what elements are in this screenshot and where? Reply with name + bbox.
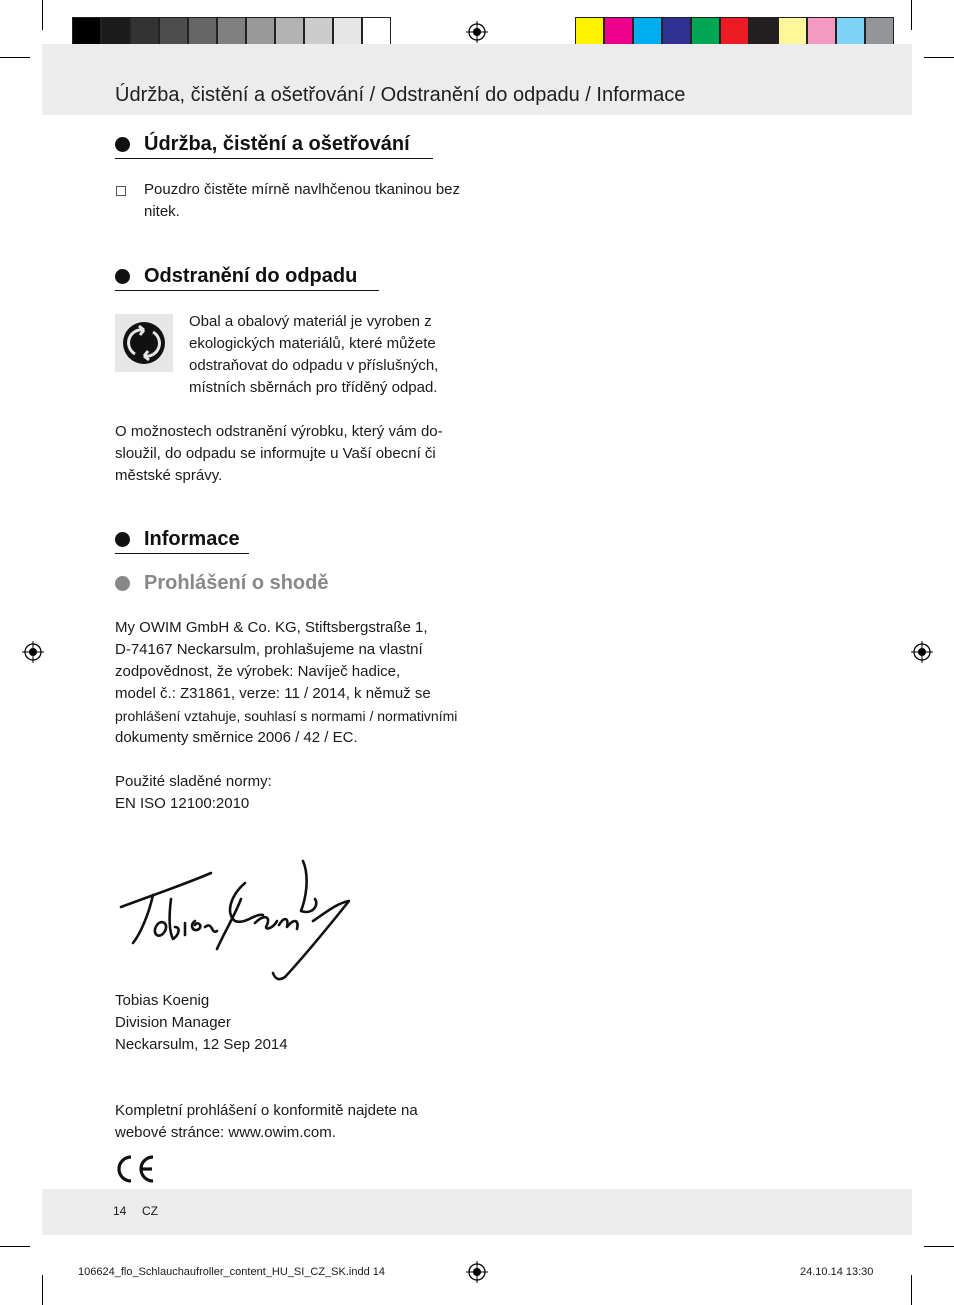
- color-swatch: [691, 17, 720, 46]
- full-declaration-text: [115, 1100, 418, 1144]
- text-line: Kompletní prohlášení o konformitě najdete na: [115, 1102, 418, 1119]
- checkbox-bullet-icon: [116, 186, 126, 196]
- signature: [113, 855, 363, 985]
- heading-text: Informace: [144, 528, 240, 550]
- text-line: dokumenty směrnice 2006 / 42 / EC.: [115, 729, 358, 746]
- signer-block: [115, 990, 288, 1056]
- ce-mark-icon: [113, 1154, 157, 1184]
- heading-underline: [115, 553, 249, 554]
- norms-text: [115, 771, 272, 815]
- color-swatch: [275, 17, 304, 46]
- color-swatch: [662, 17, 691, 46]
- registration-mark-icon: [466, 21, 488, 43]
- process-color-bar: [575, 17, 894, 46]
- product-disposal-text: [115, 421, 443, 487]
- packaging-disposal-text: [189, 311, 438, 399]
- bullet-dot: [115, 269, 130, 284]
- print-slug-timestamp: 24.10.14 13:30: [800, 1266, 874, 1278]
- text-line: zodpovědnost, že výrobek: Navíječ hadice,: [115, 663, 401, 680]
- text-line: městské správy.: [115, 467, 223, 484]
- page-title: Údržba, čistění a ošetřování / Odstranění do odpadu / Informace: [115, 84, 686, 106]
- registration-mark-icon: [466, 1261, 488, 1283]
- text-line: ekologických materiálů, které můžete: [189, 335, 436, 352]
- color-swatch: [575, 17, 604, 46]
- color-swatch: [362, 17, 391, 46]
- grey-color-bar: [72, 17, 391, 46]
- color-swatch: [159, 17, 188, 46]
- signer-role: Division Manager: [115, 1014, 231, 1031]
- signer-name: Tobias Koenig: [115, 992, 210, 1009]
- color-swatch: [720, 17, 749, 46]
- bullet-dot: [115, 576, 130, 591]
- text-line: webové stránce: www.owim.com.: [115, 1124, 336, 1141]
- text-line: D-74167 Neckarsulm, prohlašujeme na vlastní: [115, 641, 423, 658]
- care-instruction-line: Pouzdro čistěte mírně navlhčenou tkaninou bez: [144, 181, 461, 198]
- footer-band: [42, 1189, 912, 1235]
- bullet-dot: [115, 532, 130, 547]
- text-line: odstraňovat do odpadu v příslušných,: [189, 357, 439, 374]
- color-swatch: [333, 17, 362, 46]
- green-dot-recycling-icon: [115, 314, 173, 372]
- color-swatch: [246, 17, 275, 46]
- heading-text: Prohlášení o shodě: [144, 572, 329, 594]
- heading-text: Údržba, čistění a ošetřování: [144, 133, 410, 155]
- heading-underline: [115, 290, 379, 291]
- norms-label: Použité sladěné normy:: [115, 773, 272, 790]
- color-swatch: [101, 17, 130, 46]
- color-swatch: [604, 17, 633, 46]
- declaration-text: [115, 617, 475, 749]
- page-language: CZ: [142, 1204, 158, 1218]
- color-swatch: [778, 17, 807, 46]
- heading-underline: [115, 158, 433, 159]
- color-swatch: [304, 17, 333, 46]
- print-slug-file: 106624_flo_Schlauchaufroller_content_HU_SI_CZ_SK.indd 14: [78, 1266, 385, 1278]
- text-line: model č.: Z31861, verze: 11 / 2014, k němuž se: [115, 685, 431, 702]
- registration-mark-icon: [22, 641, 44, 663]
- care-instruction: [144, 179, 460, 223]
- care-instruction-line: nitek.: [144, 203, 180, 220]
- heading-text: Odstranění do odpadu: [144, 265, 358, 287]
- color-swatch: [749, 17, 778, 46]
- text-line: Obal a obalový materiál je vyroben z: [189, 313, 432, 330]
- color-swatch: [217, 17, 246, 46]
- color-swatch: [865, 17, 894, 46]
- signer-place-date: Neckarsulm, 12 Sep 2014: [115, 1036, 288, 1053]
- color-swatch: [807, 17, 836, 46]
- text-line: O možnostech odstranění výrobku, který vám do-: [115, 423, 443, 440]
- color-swatch: [188, 17, 217, 46]
- color-swatch: [836, 17, 865, 46]
- bullet-dot: [115, 137, 130, 152]
- color-swatch: [130, 17, 159, 46]
- norms-value: EN ISO 12100:2010: [115, 795, 250, 812]
- color-swatch: [633, 17, 662, 46]
- text-line: sloužil, do odpadu se informujte u Vaší obecní či: [115, 445, 436, 462]
- text-line: prohlášení vztahuje, souhlasí s normami / normativními: [115, 708, 458, 724]
- text-line: My OWIM GmbH & Co. KG, Stiftsbergstraße 1,: [115, 619, 428, 636]
- text-line: místních sběrnách pro tříděný odpad.: [189, 379, 438, 396]
- color-swatch: [72, 17, 101, 46]
- page-number: 14: [113, 1204, 127, 1218]
- registration-mark-icon: [911, 641, 933, 663]
